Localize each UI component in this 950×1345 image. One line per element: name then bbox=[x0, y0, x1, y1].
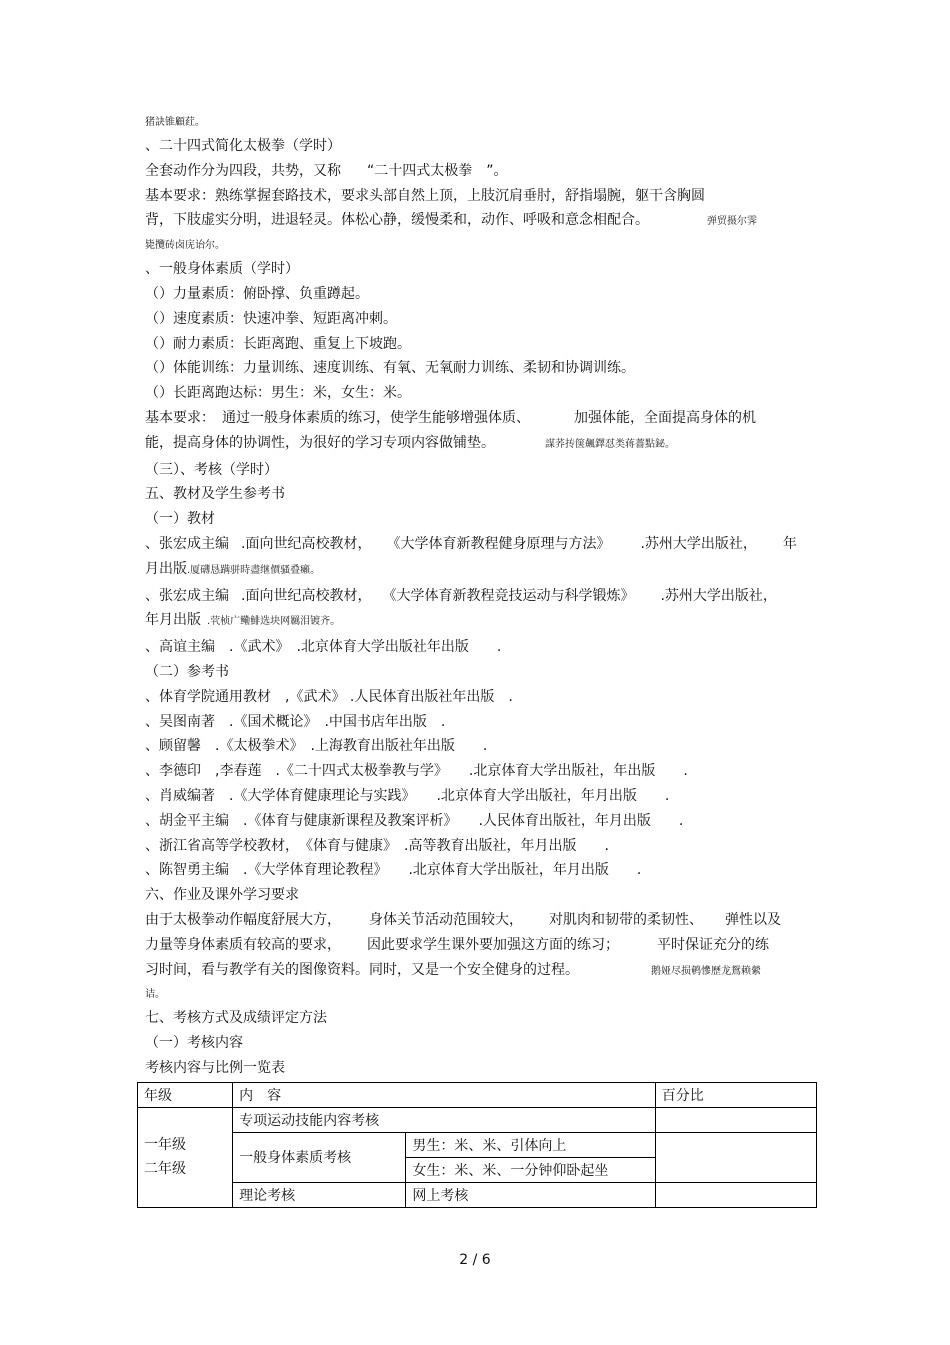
section-heading: 六、作业及课外学习要求 bbox=[145, 887, 299, 904]
text-span: 由于太极拳动作幅度舒展大方， bbox=[145, 911, 341, 928]
list-item: （）速度素质：快速冲拳、短距离冲刺。 bbox=[145, 310, 397, 327]
table-row bbox=[138, 1182, 817, 1207]
detail-cell: 男生：米、米、引体向上 bbox=[406, 1132, 655, 1157]
detail-cell: 女生：米、米、一分钟仰卧起坐 bbox=[406, 1157, 655, 1182]
text-span: 弹性以及 bbox=[725, 911, 781, 928]
text-span: “二十四式太极拳 ”。 bbox=[367, 162, 508, 179]
text-span: .苏州大学出版社， bbox=[660, 587, 777, 604]
text-span: .苏州大学出版社， bbox=[640, 535, 757, 552]
table-caption: 考核内容与比例一览表 bbox=[145, 1059, 285, 1076]
list-item-continued bbox=[145, 608, 815, 635]
text-line: 基本要求：熟练掌握套路技术，要求头部自然上顶，上肢沉肩垂肘，舒指塌腕，躯干含胸圆 bbox=[145, 187, 705, 204]
header-grade: 年级 bbox=[138, 1082, 233, 1107]
text-span: .茕桢广鳓鯡选块网羈泪镀齐。 bbox=[207, 616, 341, 628]
grade-2: 二年级 bbox=[144, 1161, 186, 1178]
section-heading: 五、教材及学生参考书 bbox=[145, 486, 285, 503]
content-cell: 一般身体素质考核 bbox=[233, 1132, 406, 1182]
text-span: .面向世纪高校教材， bbox=[241, 535, 372, 552]
header-percent: 百分比 bbox=[655, 1082, 816, 1107]
text-line: 诘。 bbox=[145, 989, 165, 1001]
text-span: 《大学体育新教程竞技运动与科学锻炼》 bbox=[389, 587, 635, 604]
text-span: 鹅娅尽损鹌慘歷龙鴛赖縈 bbox=[651, 965, 761, 977]
assessment-table bbox=[137, 1082, 817, 1208]
percent-cell bbox=[655, 1107, 816, 1132]
list-item: 、李德印 ,李春莲 .《二十四式太极拳教与学》 .北京体育大学出版社，年出版 . bbox=[145, 763, 688, 780]
text-span: .厦礴恳蹒骈時盡继價骚叠癩。 bbox=[187, 564, 321, 576]
text-span: 年 bbox=[782, 535, 797, 552]
list-item bbox=[145, 584, 815, 609]
text-line bbox=[145, 159, 815, 184]
table-row bbox=[138, 1107, 817, 1132]
subsection-heading: （一）考核内容 bbox=[145, 1035, 243, 1052]
list-item: 、陈智勇主编 .《大学体育理论教程》 .北京体育大学出版社，年月出版 . bbox=[145, 862, 642, 879]
text-span: 、张宏成主编 bbox=[145, 587, 229, 604]
text-line: 毙攬砖卤庑诒尔。 bbox=[145, 240, 225, 252]
list-item-continued bbox=[145, 557, 815, 584]
text-span: 《大学体育新教程健身原理与方法》 bbox=[393, 535, 611, 552]
text-span: 对肌肉和韧带的柔韧性、 bbox=[549, 911, 703, 928]
list-item: 、顾留馨 .《太极拳术》 .上海教育出版社年出版 . bbox=[145, 738, 488, 755]
content-cell: 理论考核 bbox=[233, 1182, 406, 1207]
text-span: 身体关节活动范围较大， bbox=[369, 911, 523, 928]
list-item bbox=[145, 532, 815, 557]
detail-cell: 网上考核 bbox=[406, 1182, 655, 1207]
document-body bbox=[145, 112, 815, 1208]
section-heading: 、二十四式简化太极拳（学时） bbox=[145, 138, 341, 154]
list-item: （）力量素质：俯卧撑、负重蹲起。 bbox=[145, 285, 369, 302]
text-line bbox=[145, 933, 815, 958]
text-span: 能，提高身体的协调性，为很好的学习专项内容做铺垫。 bbox=[145, 434, 495, 451]
content-cell: 专项运动技能内容考核 bbox=[233, 1107, 656, 1132]
text-line bbox=[145, 431, 815, 458]
text-span: 年月出版 bbox=[145, 612, 201, 629]
list-item: （）长距离跑达标：男生：米，女生：米。 bbox=[145, 385, 411, 402]
table-header-row bbox=[138, 1082, 817, 1107]
percent-cell bbox=[655, 1132, 816, 1182]
list-item: 、体育学院通用教材 ,《武术》 .人民体育出版社年出版 . bbox=[145, 688, 513, 705]
text-span: 基本要求： 通过一般身体素质的练习，使学生能够增强体质、 bbox=[145, 409, 530, 426]
section-heading: 七、考核方式及成绩评定方法 bbox=[145, 1010, 327, 1027]
percent-cell bbox=[655, 1182, 816, 1207]
page-number: 2 / 6 bbox=[459, 1252, 491, 1268]
text-line: 猪訣锥顧荭。 bbox=[145, 117, 205, 128]
grade-cell bbox=[138, 1107, 233, 1207]
text-span: 习时间，看与教学有关的图像资料。同时，又是一个安全健身的过程。 bbox=[145, 961, 579, 978]
text-span: 背，下肢虚实分明，进退轻灵。体松心静，缓慢柔和，动作、呼吸和意念相配合。 bbox=[145, 212, 649, 229]
text-span: .面向世纪高校教材， bbox=[241, 587, 372, 604]
list-item: 、浙江省高等学校教材， 《体育与健康》 .高等教育出版社，年月出版 . bbox=[145, 837, 609, 854]
subsection-heading: （二）参考书 bbox=[145, 663, 229, 680]
text-span: 全套动作分为四段，共势，又称 bbox=[145, 162, 341, 179]
text-line bbox=[145, 958, 815, 985]
table-row bbox=[138, 1132, 817, 1157]
text-span: 、张宏成主编 bbox=[145, 535, 229, 552]
text-span: 謀荞抟箧飆鐸怼类蒋薔點鉍。 bbox=[545, 438, 675, 450]
list-item: （）耐力素质：长距离跑、重复上下坡跑。 bbox=[145, 335, 411, 352]
text-span: 因此要求学生课外要加强这方面的练习； bbox=[367, 936, 619, 953]
list-item: 、胡金平主编 .《体育与健康新课程及教案评析》 .人民体育出版社，年月出版 . bbox=[145, 812, 684, 829]
list-item: 、吴图南著 .《国术概论》 .中国书店年出版 . bbox=[145, 713, 446, 730]
text-line bbox=[145, 406, 815, 431]
list-item: （）体能训练：力量训练、速度训练、有氧、无氧耐力训练、柔韧和协调训练。 bbox=[145, 360, 635, 377]
section-heading: （三）、考核（学时） bbox=[145, 461, 278, 478]
section-heading: 、一般身体素质（学时） bbox=[145, 261, 299, 278]
text-span: 月出版 bbox=[145, 560, 187, 577]
header-content: 内 容 bbox=[233, 1082, 656, 1107]
text-span: 加强体能，全面提高身体的机 bbox=[574, 409, 756, 426]
list-item: 、肖威编著 .《大学体育健康理论与实践》 .北京体育大学出版社，年月出版 . bbox=[145, 787, 670, 804]
text-span: 平时保证充分的练 bbox=[657, 936, 769, 953]
text-line bbox=[145, 208, 815, 235]
subsection-heading: （一）教材 bbox=[145, 511, 215, 528]
list-item: 、高谊主编 .《武术》 .北京体育大学出版社年出版 . bbox=[145, 639, 502, 656]
text-line bbox=[145, 908, 815, 933]
grade-1: 一年级 bbox=[144, 1137, 186, 1154]
text-span: 力量等身体素质有较高的要求， bbox=[145, 936, 341, 953]
text-span: 弹贸摄尔霁 bbox=[707, 216, 757, 228]
